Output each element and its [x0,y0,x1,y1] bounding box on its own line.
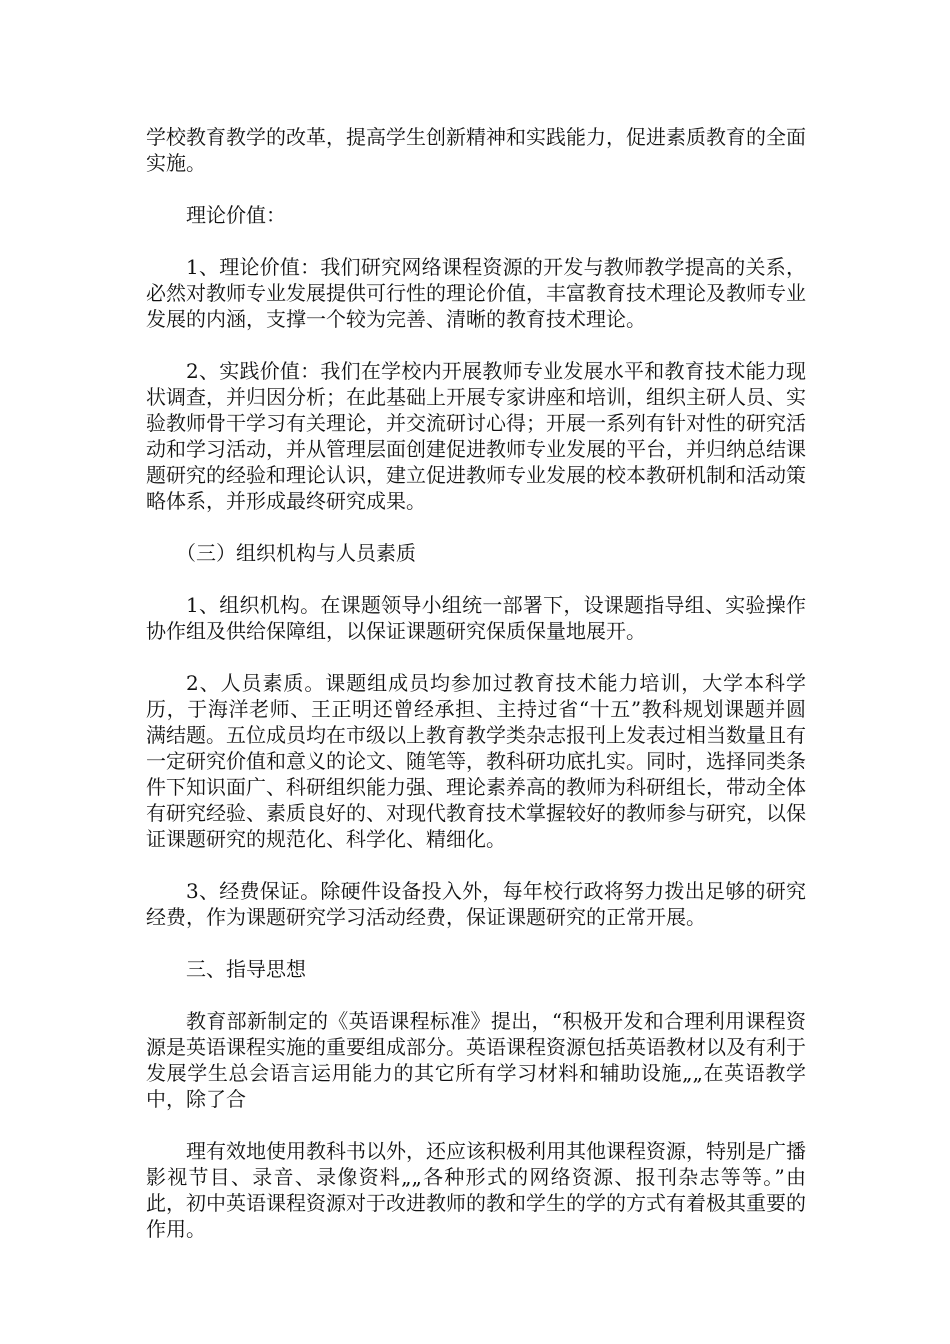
paragraph-funding: 3、经费保证。除硬件设备投入外，每年校行政将努力拨出足够的研究经费，作为课题研究学习活动经费，保证课题研究的正常开展。 [146,879,806,929]
paragraph-curriculum-resources: 理有效地使用教科书以外，还应该积极利用其他课程资源，特别是广播影视节目、录音、录像资料„„各种形式的网络资源、报刊杂志等等。”由此，初中英语课程资源对于改进教师的教和学生的学的方式有着极其重要的作用。 [146,1139,806,1241]
heading-organization: （三）组织机构与人员素质 [176,541,416,565]
heading-theory-value: 理论价值： [186,203,286,227]
paragraph-continuation: 学校教育教学的改革，提高学生创新精神和实践能力，促进素质教育的全面实施。 [146,125,806,175]
paragraph-personnel: 2、人员素质。课题组成员均参加过教育技术能力培训，大学本科学历，于海洋老师、王正明还曾经承担、主持过省“十五”教科规划课题并圆满结题。五位成员均在市级以上教育教学类杂志报刊上发表过相当数量且有一定研究价值和意义的论文、随笔等，教科研功底扎实。同时，选择同类条件下知识面广、科研组织能力强、理论素养高的教师为科研组长，带动全体有研究经验、素质良好的、对现代教育技术掌握较好的教师参与研究，以保证课题研究的规范化、科学化、精细化。 [146,671,806,851]
paragraph-organization: 1、组织机构。在课题领导小组统一部署下，设课题指导组、实验操作协作组及供给保障组，以保证课题研究保质保量地展开。 [146,593,806,643]
paragraph-practice-value: 2、实践价值：我们在学校内开展教师专业发展水平和教育技术能力现状调查，并归因分析；在此基础上开展专家讲座和培训，组织主研人员、实验教师骨干学习有关理论，并交流研讨心得；开展一系列有针对性的研究活动和学习活动，并从管理层面创建促进教师专业发展的平台，并归纳总结课题研究的经验和理论认识，建立促进教师专业发展的校本教研机制和活动策略体系，并形成最终研究成果。 [146,359,806,513]
document-body [146,124,806,1268]
paragraph-theory-value: 1、理论价值：我们研究网络课程资源的开发与教师教学提高的关系，必然对教师专业发展提供可行性的理论价值，丰富教育技术理论及教师专业发展的内涵，支撑一个较为完善、清晰的教育技术理论。 [146,255,806,331]
paragraph-curriculum-standard: 教育部新制定的《英语课程标准》提出，“积极开发和合理利用课程资源是英语课程实施的重要组成部分。英语课程资源包括英语教材以及有利于发展学生总会语言运用能力的其它所有学习材料和辅助设施„„在英语教学中，除了合 [146,1009,806,1111]
heading-guiding-ideology: 三、指导思想 [186,957,306,981]
